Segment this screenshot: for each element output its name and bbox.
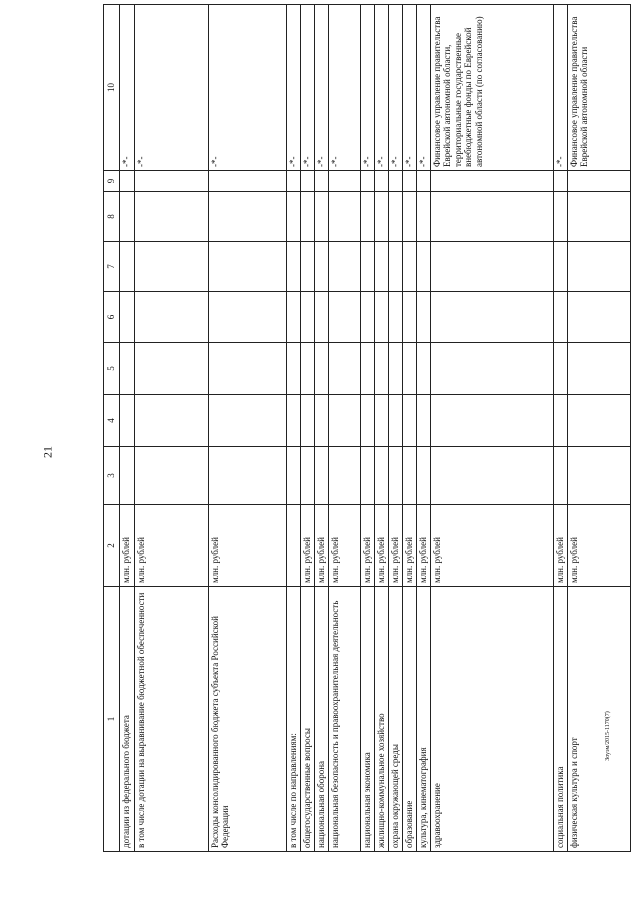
table-cell [430,192,553,242]
table-cell [388,171,402,192]
table-cell [300,242,314,292]
table-cell: млн. рублей [119,505,134,587]
table-cell [553,242,567,292]
table-cell [416,192,430,242]
table-cell [300,292,314,343]
table-cell [314,343,328,395]
table-cell [134,343,208,395]
table-cell [430,292,553,343]
table-cell [553,192,567,242]
table-cell: -*- [134,5,208,171]
table-cell [388,192,402,242]
table-cell [286,242,300,292]
table-cell: здравоохранение [430,587,553,852]
table-cell: млн. рублей [328,505,360,587]
table-cell: млн. рублей [553,505,567,587]
table-cell [416,343,430,395]
table-cell [567,292,630,343]
table-cell: общегосударственные вопросы [300,587,314,852]
table-cell: млн. рублей [567,505,630,587]
table-cell [314,447,328,505]
table-cell [134,447,208,505]
table-cell: жилищно-коммунальное хозяйство [374,587,388,852]
table-cell: млн. рублей [134,505,208,587]
table-cell: Финансовое управление правительства Еврейской автономной области [567,5,630,171]
table-cell: образование [402,587,416,852]
table-cell [286,505,300,587]
table-cell [567,447,630,505]
table-cell [134,242,208,292]
data-table-container [103,16,590,852]
table-cell [416,242,430,292]
table-cell [134,192,208,242]
header-cell: 3 [104,447,120,505]
table-cell [430,242,553,292]
table-cell: -*- [360,5,374,171]
table-row [286,5,300,852]
table-cell [388,395,402,447]
table-cell: млн. рублей [402,505,416,587]
table-cell: социальная политика [553,587,567,852]
table-cell [360,242,374,292]
table-cell: млн. рублей [416,505,430,587]
header-cell: 6 [104,292,120,343]
table-cell: млн. рублей [300,505,314,587]
table-cell [328,171,360,192]
table-cell [553,447,567,505]
table-cell [402,395,416,447]
table-cell [286,292,300,343]
table-cell [314,171,328,192]
table-cell: млн. рублей [208,505,286,587]
table-cell [328,395,360,447]
table-cell [208,171,286,192]
header-row [104,5,120,852]
table-cell [402,343,416,395]
table-cell [374,292,388,343]
table-cell: -*- [402,5,416,171]
table-cell [430,395,553,447]
table-cell: -*- [208,5,286,171]
table-row [300,5,314,852]
table-cell [567,192,630,242]
table-cell: -*- [300,5,314,171]
header-cell: 8 [104,192,120,242]
table-cell [314,292,328,343]
table-cell [119,171,134,192]
table-cell: млн. рублей [360,505,374,587]
table-row [553,5,567,852]
table-row [360,5,374,852]
table-cell: -*- [119,5,134,171]
table-cell [300,395,314,447]
table-cell: в том числе по направлениям: [286,587,300,852]
table-cell: охрана окружающей среды [388,587,402,852]
table-cell [553,171,567,192]
table-cell: культура, кинематография [416,587,430,852]
table-cell [430,447,553,505]
table-cell: -*- [416,5,430,171]
table-cell [416,292,430,343]
table-cell [388,242,402,292]
table-cell: -*- [314,5,328,171]
table-cell [328,292,360,343]
table-cell [300,447,314,505]
table-cell [416,395,430,447]
table-cell [119,395,134,447]
table-cell [300,171,314,192]
table-cell: млн. рублей [374,505,388,587]
table-cell [134,292,208,343]
table-cell [553,343,567,395]
table-cell [208,343,286,395]
table-cell: -*- [374,5,388,171]
table-cell [208,292,286,343]
table-cell [286,171,300,192]
table-cell [286,447,300,505]
table-row [208,5,286,852]
table-cell [286,192,300,242]
table-cell [360,447,374,505]
table-cell [402,192,416,242]
table-row [430,5,553,852]
table-cell [430,171,553,192]
table-cell [328,242,360,292]
table-row [374,5,388,852]
table-cell [374,395,388,447]
table-cell: -*- [388,5,402,171]
table-cell: млн. рублей [388,505,402,587]
table-cell [300,343,314,395]
table-cell [553,395,567,447]
table-cell [374,343,388,395]
table-cell: Расходы консолидированного бюджета субъекта Российской Федерации [208,587,286,852]
table-cell: национальная экономика [360,587,374,852]
table-row [416,5,430,852]
table-cell [300,192,314,242]
table-cell [134,395,208,447]
table-cell [360,292,374,343]
table-cell [402,242,416,292]
table-cell [208,192,286,242]
table-cell [402,292,416,343]
table-cell [119,242,134,292]
header-cell: 2 [104,505,120,587]
table-cell [360,343,374,395]
table-cell [286,343,300,395]
table-cell [388,447,402,505]
table-cell [314,242,328,292]
table-cell: млн. рублей [430,505,553,587]
table-row [388,5,402,852]
table-row [119,5,134,852]
table-cell [430,343,553,395]
table-cell [119,447,134,505]
page-number: 21 [40,446,55,458]
table-cell [328,343,360,395]
table-cell: -*- [553,5,567,171]
table-cell: дотации из федерального бюджета [119,587,134,852]
table-cell [208,242,286,292]
table-cell [119,292,134,343]
table-cell [416,171,430,192]
table-cell [328,447,360,505]
header-cell: 10 [104,5,120,171]
table-cell: в том числе дотации на выравнивание бюджетной обеспеченности [134,587,208,852]
table-cell [402,171,416,192]
table-cell [286,395,300,447]
table-cell: млн. рублей [314,505,328,587]
table-row [567,5,630,852]
table-cell [567,242,630,292]
table-cell [567,171,630,192]
table-cell [416,447,430,505]
table-cell [360,395,374,447]
table-cell: -*- [328,5,360,171]
header-cell: 1 [104,587,120,852]
table-cell [374,242,388,292]
table-cell [374,192,388,242]
header-cell: 5 [104,343,120,395]
table-cell [374,171,388,192]
table-row [402,5,416,852]
table-cell: Финансовое управление правительства Еврейской автономной области, территориальные государственные внебюджетные фонды по Еврейской автономной области (по согласованию) [430,5,553,171]
table-cell [567,395,630,447]
table-cell: -*- [286,5,300,171]
header-cell: 4 [104,395,120,447]
table-cell: физическая культура и спорт [567,587,630,852]
table-cell [134,171,208,192]
header-cell: 7 [104,242,120,292]
table-cell: национальная оборона [314,587,328,852]
header-cell: 9 [104,171,120,192]
table-row [134,5,208,852]
table-cell [388,292,402,343]
table-cell [360,192,374,242]
table-cell [119,192,134,242]
table-cell [208,395,286,447]
table-cell [328,192,360,242]
table-cell [374,447,388,505]
table-cell: национальная безопасность и правоохранительная деятельность [328,587,360,852]
table-cell [402,447,416,505]
table-row [314,5,328,852]
table-cell [119,343,134,395]
document-footer-code: Зоуэм/2015-1170(7) [605,711,611,761]
table-cell [553,292,567,343]
table-row [328,5,360,852]
table-cell [314,192,328,242]
table-cell [388,343,402,395]
table-cell [567,343,630,395]
table-cell [208,447,286,505]
budget-table [103,4,631,852]
table-cell [314,395,328,447]
table-cell [360,171,374,192]
